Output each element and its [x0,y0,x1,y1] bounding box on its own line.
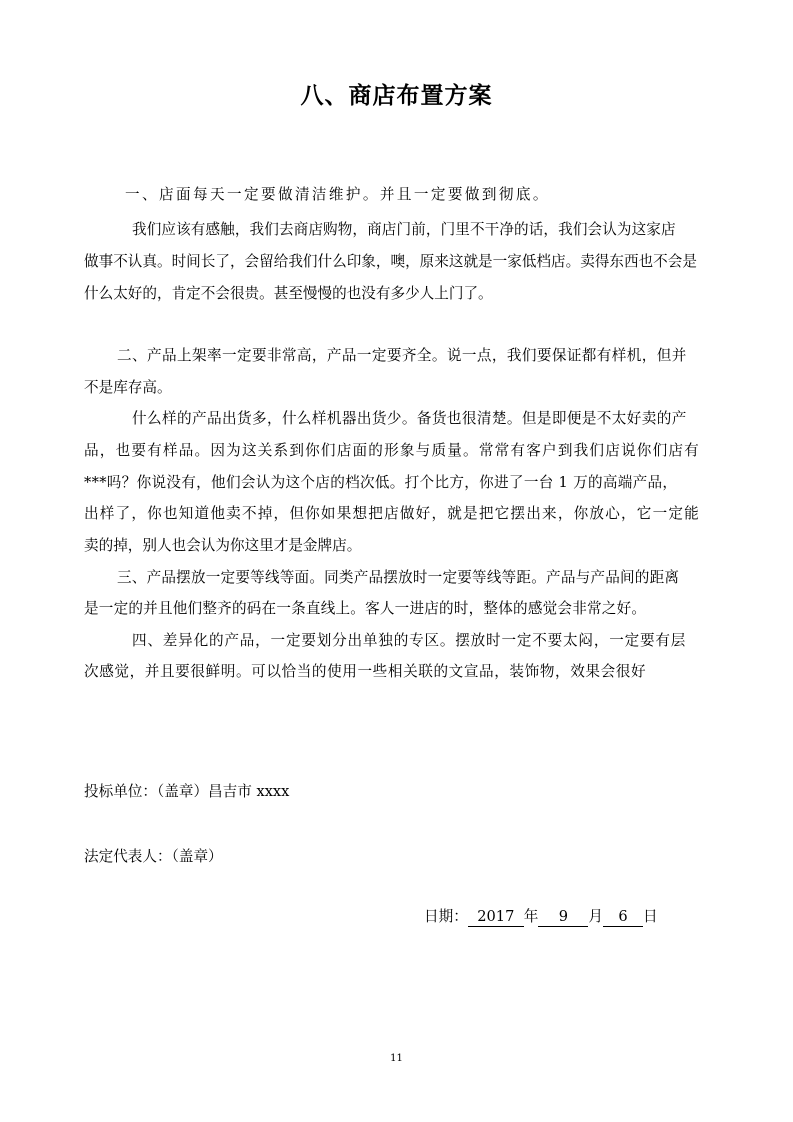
date-label: 日期： [424,908,468,925]
paragraph-line: 不是库存高。 [84,379,172,396]
document-title: 八、商店布置方案 [300,83,493,109]
date-day-unit: 日 [643,908,658,925]
paragraph-line: 我们应该有感触，我们去商店购物，商店门前，门里不干净的话，我们会认为这家店 [132,221,676,238]
paragraph-line: 是一定的并且他们整齐的码在一条直线上。客人一进店的时，整体的感觉会非常之好。 [84,600,647,617]
date-month: 9 [538,908,588,927]
paragraph-line: 做事不认真。时间长了，会留给我们什么印象，噢，原来这就是一家低档店。卖得东西也不会是 [84,253,697,270]
paragraph-line: ***吗？你说没有，他们会认为这个店的档次低。打个比方，你进了一台 1 万的高端产品， [84,474,678,491]
date-year-unit: 年 [523,908,539,925]
page-number: 11 [390,1053,403,1064]
date-line [424,906,658,928]
paragraph-line: 品，也要有样品。因为这关系到你们店面的形象与质量。常常有客户到我们店说你们店有 [84,442,700,459]
bidder-line: 投标单位：（盖章）昌吉市 xxxx [84,783,290,800]
date-month-unit: 月 [588,908,604,925]
paragraph-line: 一、店面每天一定要做清洁维护。并且一定要做到彻底。 [125,186,550,203]
date-year: 2017 [468,908,524,927]
paragraph-line: 出样了，你也知道他卖不掉，但你如果想把店做好，就是把它摆出来，你放心，它一定能 [84,505,700,522]
paragraph-line: 四、差异化的产品，一定要划分出单独的专区。摆放时一定不要太闷，一定要有层 [132,632,687,649]
legal-representative-line: 法定代表人：（盖章） [84,848,223,865]
date-day: 6 [603,908,643,927]
paragraph-line: 卖的掉，别人也会认为你这里才是金牌店。 [84,537,362,554]
paragraph-line: 什么太好的，肯定不会很贵。甚至慢慢的也没有多少人上门了。 [84,285,493,302]
paragraph-line: 次感觉，并且要很鲜明。可以恰当的使用一些相关联的文宣品，装饰物，效果会很好 [84,663,647,680]
paragraph-line: 二、产品上架率一定要非常高，产品一定要齐全。说一点，我们要保证都有样机，但并 [117,347,687,364]
paragraph-line: 三、产品摆放一定要等线等面。同类产品摆放时一定要等线等距。产品与产品间的距离 [117,569,680,586]
paragraph-line: 什么样的产品出货多，什么样机器出货少。备货也很清楚。但是即便是不太好卖的产 [132,410,687,427]
